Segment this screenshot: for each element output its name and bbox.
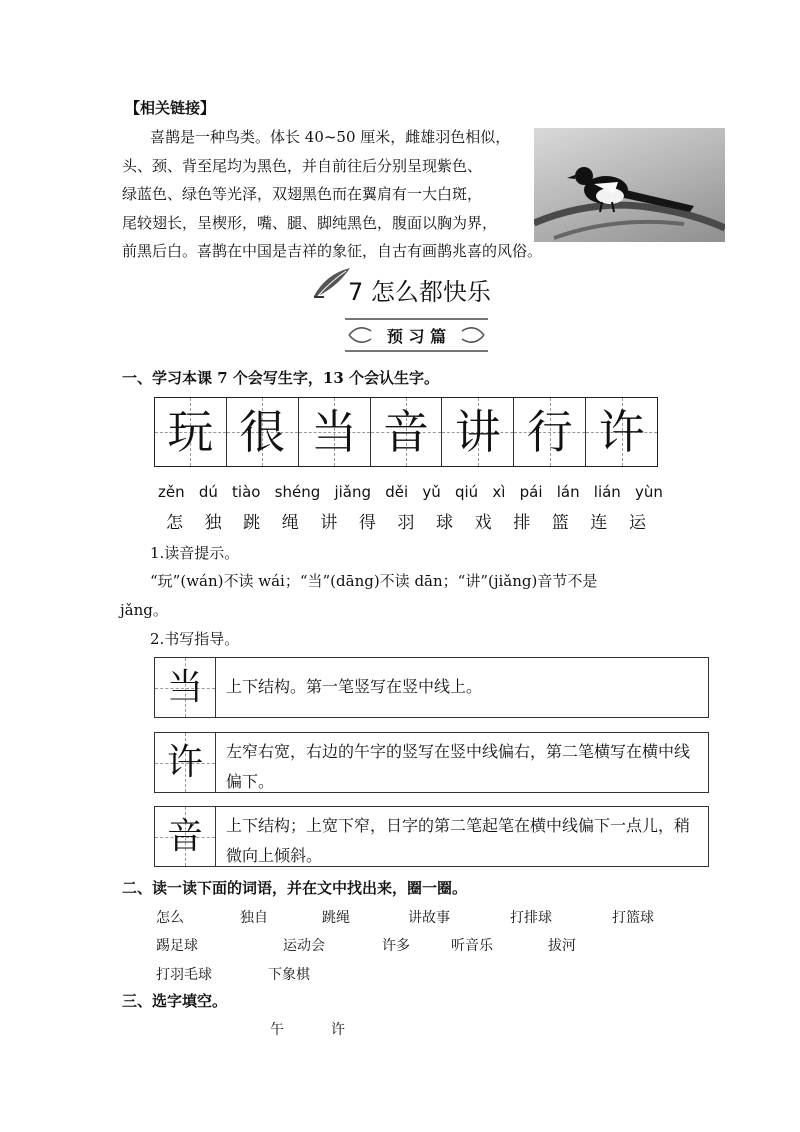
related-line: 头、颈、背至尾均为黑色，并自前往后分别呈现紫色、 [122, 157, 483, 175]
word: 打排球 [510, 910, 552, 926]
write-char: 很 [239, 405, 286, 459]
write-char: 讲 [454, 405, 501, 459]
pinyin: lián [593, 483, 621, 501]
recognize-char: 排 [513, 513, 531, 533]
word: 怎么 [156, 910, 184, 926]
grid-cell [227, 398, 299, 466]
pinyin: yǔ [422, 483, 441, 501]
guide-char-cell [155, 733, 216, 792]
word: 运动会 [283, 938, 325, 954]
word: 独自 [240, 910, 268, 926]
guide-text: 上下结构；上宽下窄，日字的第二笔起笔在横中线偏下一点儿，稍微向上倾斜。 [226, 816, 691, 865]
guide-box [154, 732, 709, 793]
recognize-char: 运 [628, 513, 646, 533]
pinyin-row [158, 483, 663, 501]
recognize-char: 篮 [551, 513, 569, 533]
quill-icon [312, 266, 352, 304]
grid-cell [514, 398, 586, 466]
word: 听音乐 [451, 938, 493, 954]
recognize-char: 讲 [320, 513, 338, 533]
guide-heading: 2.书写指导。 [150, 630, 240, 648]
guide-char-cell [155, 658, 216, 717]
recognize-char: 连 [590, 513, 608, 533]
pinyin: jiǎng [334, 483, 372, 501]
guide-box [154, 806, 709, 867]
section1-heading: 一、学习本课 7 个会写生字，13 个会认生字。 [122, 369, 439, 387]
word: 下象棋 [268, 967, 310, 983]
recognize-row [166, 508, 646, 533]
writing-grid [154, 397, 658, 467]
recognize-char: 怎 [166, 513, 183, 533]
pinyin: yùn [635, 483, 663, 501]
choice-char: 午 [270, 1022, 284, 1038]
write-char: 许 [598, 405, 645, 459]
grid-cell [586, 398, 657, 466]
grid-cell [442, 398, 514, 466]
tip-line: “玩”(wán)不读 wái；“当”(dāng)不读 dān；“讲”(jiǎng)音节不是 [150, 572, 598, 590]
word: 踢足球 [156, 938, 198, 954]
related-line: 尾较翅长，呈楔形，嘴、腿、脚纯黑色，腹面以胸为界， [122, 214, 498, 232]
write-char: 当 [311, 405, 358, 459]
recognize-char: 戏 [474, 513, 492, 533]
guide-text: 上下结构。第一笔竖写在竖中线上。 [226, 677, 483, 696]
tip-heading: 1.读音提示。 [150, 544, 240, 562]
recognize-char: 独 [204, 513, 222, 533]
guide-char: 许 [166, 741, 203, 783]
recognize-char: 跳 [243, 513, 261, 533]
grid-cell [155, 398, 227, 466]
word: 许多 [382, 938, 410, 954]
word: 跳绳 [322, 910, 350, 926]
related-line: 前黑后白。喜鹊在中国是吉祥的象征，自古有画鹊兆喜的风俗。 [122, 242, 543, 260]
guide-char: 当 [166, 666, 203, 708]
banner-text: 预 习 篇 [386, 327, 447, 346]
word: 打篮球 [612, 910, 654, 926]
write-char: 行 [526, 405, 573, 459]
guide-char-cell [155, 807, 216, 866]
guide-char: 音 [166, 815, 203, 857]
related-heading: 【相关链接】 [125, 99, 216, 117]
word: 拔河 [548, 938, 576, 954]
guide-box [154, 657, 709, 718]
recognize-char: 球 [436, 513, 454, 533]
pinyin: qiú [454, 483, 479, 501]
grid-cell [299, 398, 371, 466]
related-line: 绿蓝色、绿色等光泽，双翅黑色而在翼肩有一大白斑， [122, 185, 483, 203]
recognize-char: 得 [358, 513, 376, 533]
recognize-char: 绳 [281, 513, 299, 533]
pinyin: shéng [274, 483, 321, 501]
pinyin: tiào [232, 483, 261, 501]
pinyin: děi [385, 483, 409, 501]
magpie-photo [534, 128, 725, 242]
grid-cell [371, 398, 443, 466]
word: 讲故事 [408, 910, 450, 926]
write-char: 音 [383, 405, 429, 459]
pinyin: dú [198, 483, 218, 501]
related-line: 喜鹊是一种鸟类。体长 40~50 厘米，雌雄羽色相似， [150, 128, 511, 146]
section3-heading: 三、选字填空。 [122, 992, 228, 1010]
preview-banner [345, 315, 488, 355]
pinyin: zěn [158, 483, 185, 501]
choice-char: 许 [331, 1022, 345, 1038]
section2-heading: 二、读一读下面的词语，并在文中找出来，圈一圈。 [122, 879, 468, 897]
pinyin: lán [556, 483, 580, 501]
recognize-char: 羽 [397, 513, 415, 533]
tip-line: jǎng。 [120, 601, 168, 619]
pinyin: pái [519, 483, 543, 501]
lesson-title: 7 怎么都快乐 [348, 278, 491, 306]
pinyin: xì [492, 483, 506, 501]
guide-text: 左窄右宽，右边的午字的竖写在竖中线偏右，第二笔横写在横中线偏下。 [226, 742, 691, 791]
word: 打羽毛球 [156, 967, 212, 983]
write-char: 玩 [167, 405, 214, 459]
